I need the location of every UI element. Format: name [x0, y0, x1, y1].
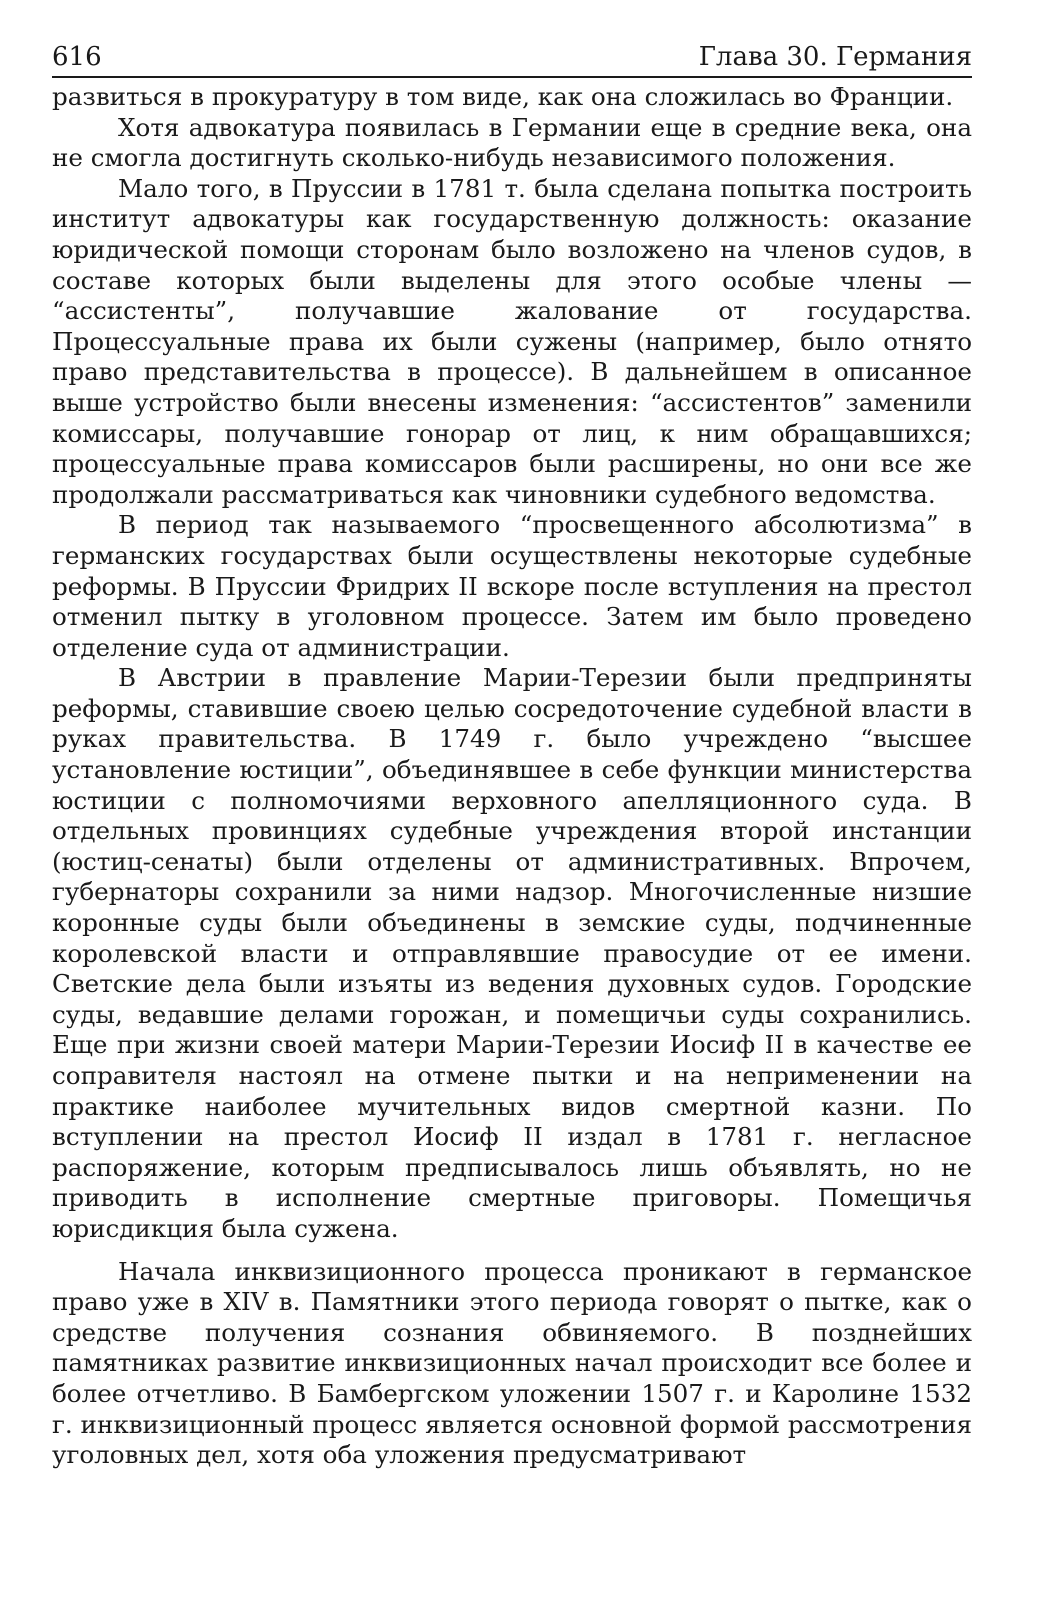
running-head — [52, 40, 972, 78]
paragraph-inquisitorial-process: Начала инквизиционного процесса проникают в германское право уже в XIV в. Памятники этого периода говорят о пытке, как о средстве получения сознания обвиняемого. В позднейших памятниках развитие инквизиционных начал происходит все более и более отчетливо. В Бамбергском уложении 1507 г. и Каролине 1532 г. инквизиционный процесс является основной формой рассмотрения уголовных дел, хотя оба уложения предусматривают — [52, 1256, 972, 1470]
paragraph-continuation: развиться в прокуратуру в том виде, как она сложилась во Франции. — [52, 82, 954, 111]
book-page — [52, 40, 972, 1471]
paragraph-enlightened-absolutism: В период так называемого “просвещенного абсолютизма” в германских государствах были осуществлены некоторые судебные реформы. В Пруссии Фридрих II вскоре после вступления на престол отменил пытку в уголовном процессе. Затем им было проведено отделение суда от администрации. — [52, 510, 972, 662]
body-text — [52, 82, 972, 1471]
page-number: 616 — [52, 42, 102, 72]
paragraph-prussia: Мало того, в Пруссии в 1781 т. была сделана попытка построить институт адвокатуры как государственную должность: оказание юридической помощи сторонам было возложено на членов судов, в составе которых были выделены для этого особые члены — “ассистенты”, получавшие жалование от государства. Процессуальные права их были сужены (например, было отнято право представительства в процессе). В дальнейшем в описанное выше устройство были внесены изменения: “ассистентов” заменили комиссары, получавшие гонорар от лиц, к ним обращавшихся; процессуальные права комиссаров были расширены, но они все же продолжали рассматриваться как чиновники судебного ведомства. — [52, 173, 972, 509]
chapter-title: Глава 30. Германия — [698, 42, 972, 72]
paragraph-austria: В Австрии в правление Марии-Терезии были предприняты реформы, ставившие своею целью сосредоточение судебной власти в руках правительства. В 1749 г. было учреждено “высшее установление юстиции”, объединявшее в себе функции министерства юстиции с полномочиями верховного апелляционного суда. В отдельных провинциях судебные учреждения второй инстанции (юстиц-сенаты) были отделены от административных. Впрочем, губернаторы сохранили за ними надзор. Многочисленные низшие коронные суды были объединены в земские суды, подчиненные королевской власти и отправлявшие правосудие от ее имени. Светские дела были изъяты из ведения духовных судов. Городские суды, ведавшие делами горожан, и помещичьи суды сохранились. Еще при жизни своей матери Марии-Терезии Иосиф II в качестве ее соправителя настоял на отмене пытки и на неприменении на практике наиболее мучительных видов смертной казни. По вступлении на престол Иосиф II издал в 1781 г. негласное распоряжение, которым предписывалось лишь объявлять, но не приводить в исполнение смертные приговоры. Помещичья юрисдикция была сужена. — [52, 663, 972, 1243]
paragraph-advocacy: Хотя адвокатура появилась в Германии еще в средние века, она не смогла достигнуть сколько-нибудь независимого положения. — [52, 112, 972, 173]
